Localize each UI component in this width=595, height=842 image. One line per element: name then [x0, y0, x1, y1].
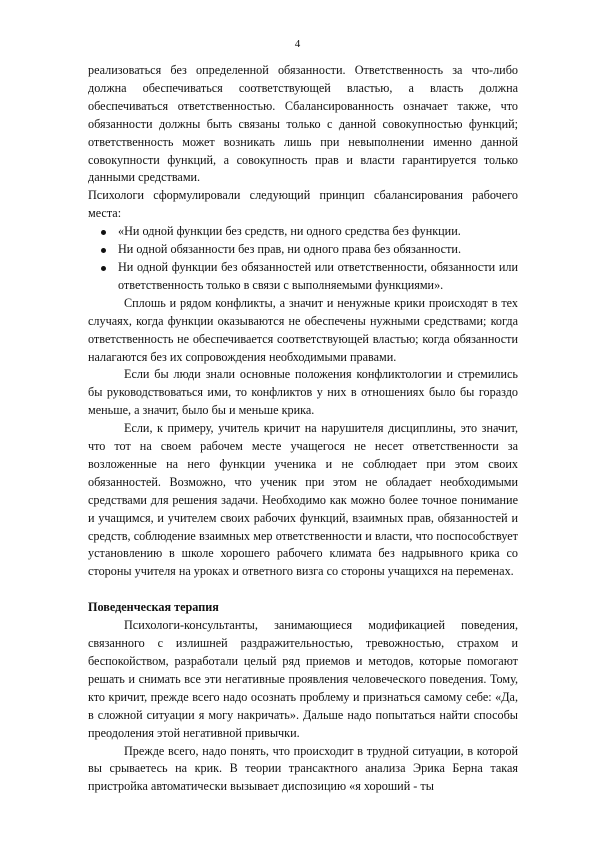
bullet-icon: [101, 266, 106, 271]
paragraph-principle-intro: Психологи сформулировали следующий принцип сбалансирования рабочего места:: [88, 188, 518, 221]
paragraph-teacher-example: Если, к примеру, учитель кричит на нарушителя дисциплины, это значит, что тот на своем рабочем месте учащегося не несет ответственности за возложенные на него функции ученика и не соблюдает при этом своих обязанностей. Возможно, что ученик при этом не обладает необходимыми средствами для решения задачи. Необходимо как можно более точное понимание и учащимся, и учителем своих рабочих функций, взаимных прав, обязанностей и средств, соблюдение взаимных мер ответственности и власти, что поспособствует установлению в школе хорошего рабочего климата без надрывного крика со стороны учителя на уроках и ответного визга со стороны учащихся на переменах.: [88, 421, 518, 579]
list-item: [88, 223, 518, 241]
page-number: 4: [294, 38, 301, 50]
paragraph-conflicts: Сплошь и рядом конфликты, а значит и ненужные крики происходят в тех случаях, когда функции оказываются не обеспечены нужными средствами; когда ответственность не обеспечивается соответствующей властью; когда обязанности налагаются без их сопровождения необходимыми правами.: [88, 295, 518, 364]
section-heading: Поведенческая терапия: [88, 600, 219, 615]
paragraph-balance-definition: реализоваться без определенной обязанности. Ответственность за что-либо должна обеспечиваться соответствующей властью, а власть должна обеспечиваться ответственностью. Сбалансированность означает также, что обязанности должны быть связаны только с данной совокупностью функций; ответственность может возникать лишь при невыполнении именно данной совокупности функций, а совокупность прав и власти гарантируется только данными средствами.: [88, 63, 518, 185]
paragraph-transactional-analysis: Прежде всего, надо понять, что происходит в трудной ситуации, в которой вы срываетесь на крик. В теории трансактного анализа Эрика Берна такая пристройка автоматически вызывает диспозицию «я хороший - ты: [88, 743, 518, 794]
bullet-icon: [101, 230, 106, 235]
principle-list: [88, 223, 518, 295]
bullet-icon: [101, 248, 106, 253]
document-body: [88, 62, 518, 796]
list-item: [88, 259, 518, 295]
list-item-text: Ни одной обязанности без прав, ни одного права без обязанности.: [118, 242, 461, 257]
paragraph-consultants: Психологи-консультанты, занимающиеся модификацией поведения, связанного с излишней раздражительностью, тревожностью, страхом и беспокойством, разработали целый ряд приемов и методов, которые помогают решать и снимать все эти негативные проявления человеческого поведения. Тому, кто кричит, прежде всего надо осознать проблему и признаться самому себе: «Да, в сложной ситуации я могу накричать». Дальше надо попытаться найти способы преодоления этой негативной привычки.: [88, 618, 518, 740]
section-spacer: [88, 581, 518, 599]
paragraph-conflictology: Если бы люди знали основные положения конфликтологии и стремились бы руководствоваться ими, то конфликтов у них в отношениях было бы гораздо меньше, а значит, было бы и меньше крика.: [88, 367, 518, 418]
list-item-text: Ни одной функции без обязанностей или ответственности, обязанности или ответственность только в связи с выполняемыми функциями».: [118, 259, 518, 292]
list-item: [88, 241, 518, 259]
list-item-text: «Ни одной функции без средств, ни одного средства без функции.: [118, 224, 461, 239]
